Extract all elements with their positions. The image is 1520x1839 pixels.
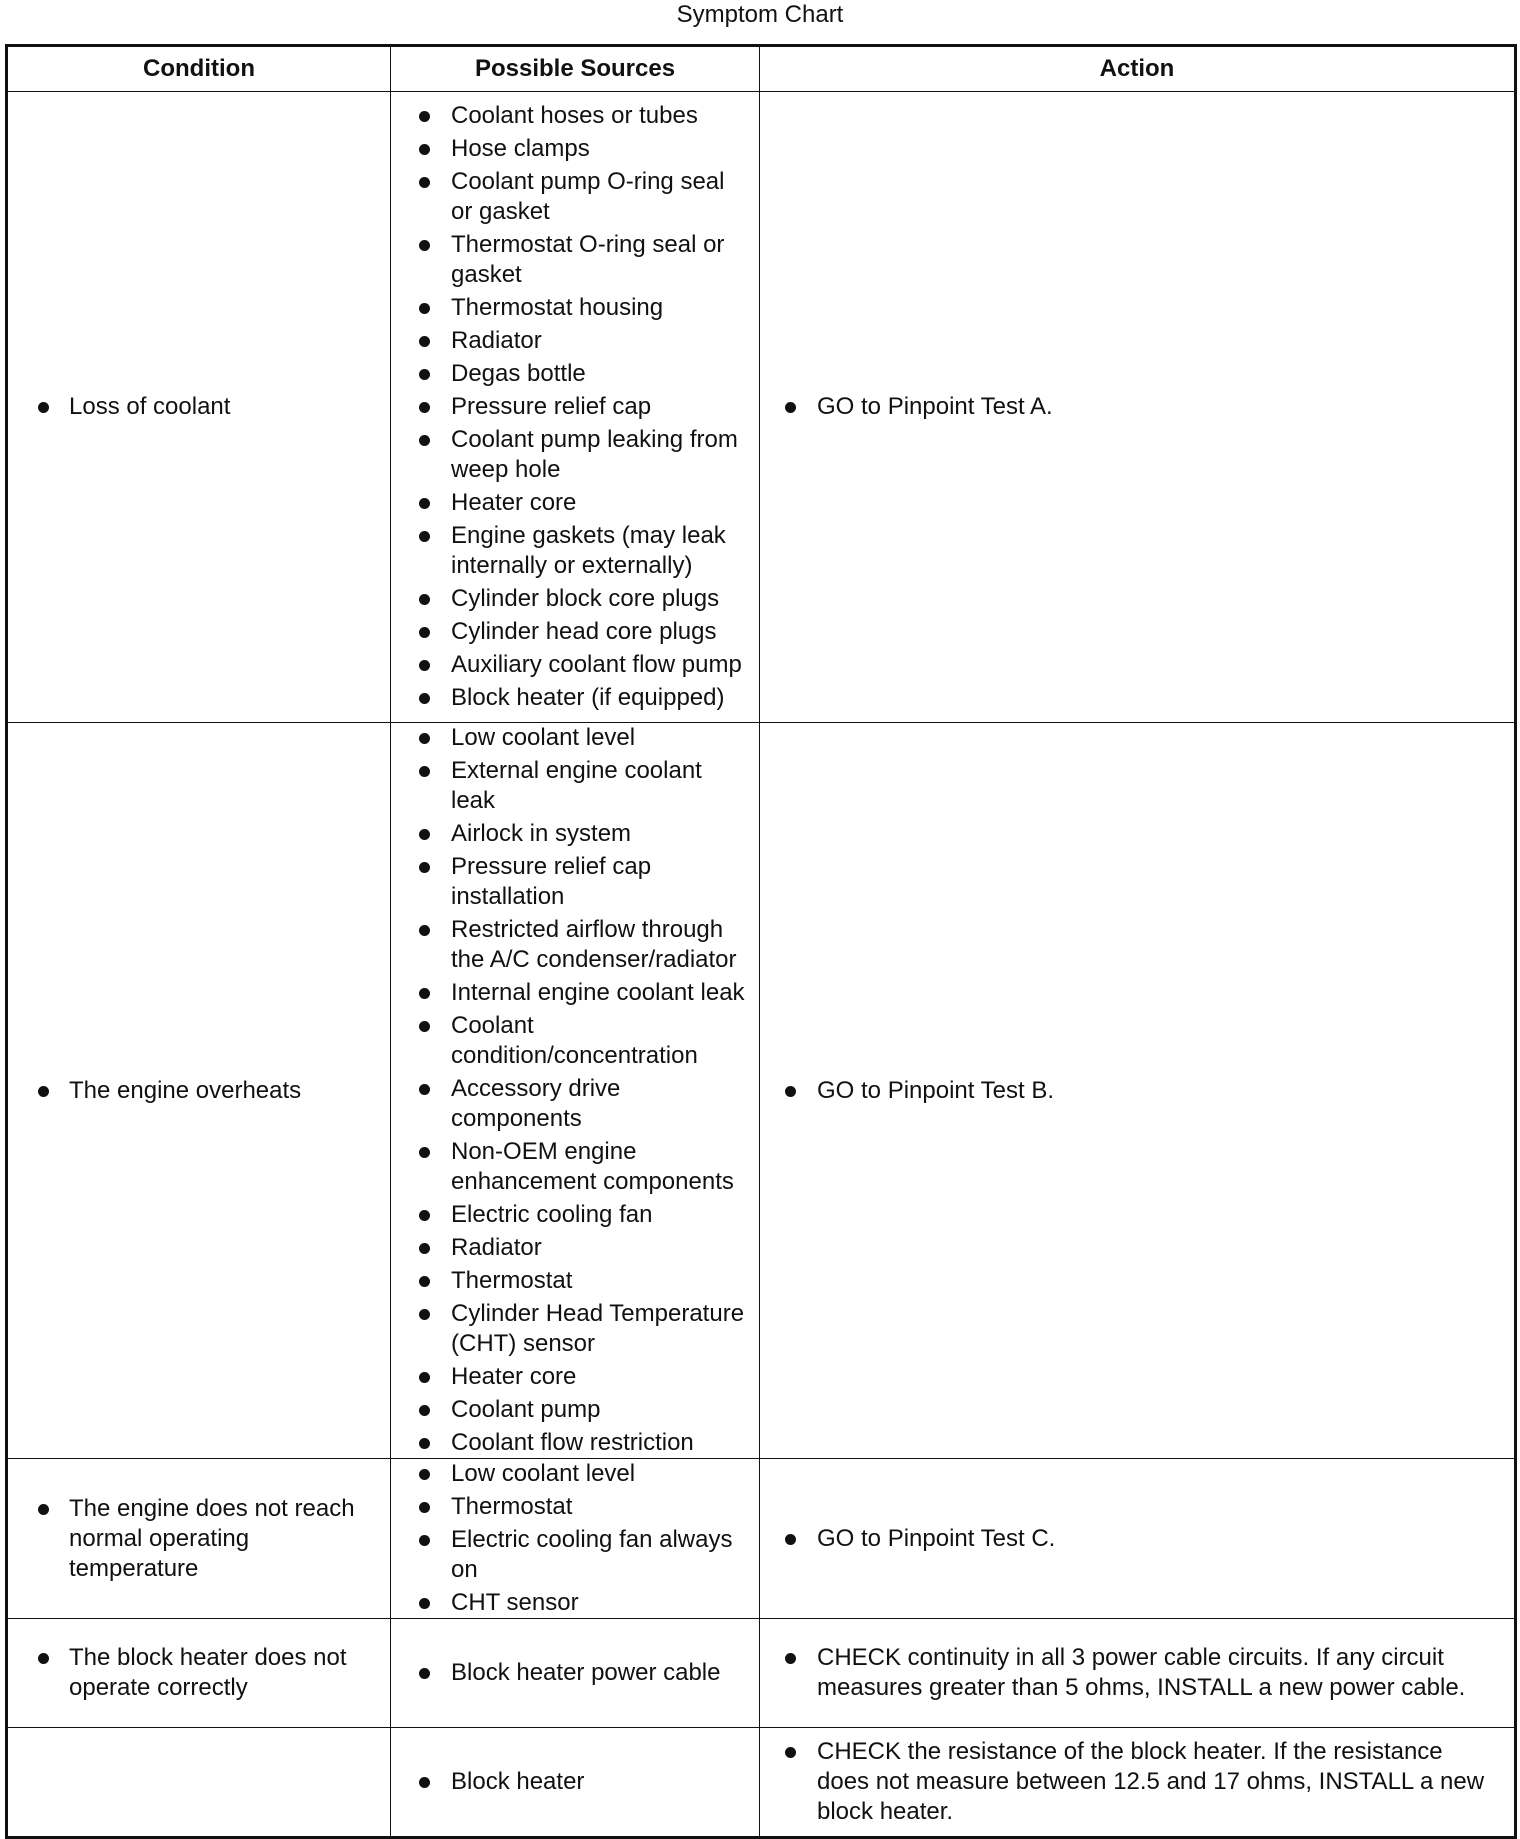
action-cell (760, 723, 1516, 1459)
source-item: Hose clamps (419, 134, 751, 164)
source-item: Heater core (419, 1362, 751, 1392)
chart-title: Symptom Chart (676, 1, 844, 28)
bullet-icon (785, 1747, 796, 1758)
bullet-icon (419, 829, 430, 840)
symptom-chart-table (5, 44, 1517, 1839)
header-possible-sources: Possible Sources (391, 46, 760, 92)
header-action: Action (760, 46, 1516, 92)
source-item: Thermostat housing (419, 293, 751, 323)
source-item: Thermostat O-ring seal or gasket (419, 230, 751, 290)
action-cell (760, 92, 1516, 723)
source-item: Restricted airflow through the A/C condenser/radiator (419, 915, 751, 975)
source-item: Degas bottle (419, 359, 751, 389)
source-item: Electric cooling fan (419, 1200, 751, 1230)
sources-cell (391, 1459, 760, 1619)
bullet-icon (419, 1777, 430, 1788)
sources-cell (391, 723, 760, 1459)
bullet-icon (419, 988, 430, 999)
source-item: Coolant condition/concentration (419, 1011, 751, 1071)
source-item: Block heater power cable (419, 1658, 751, 1688)
bullet-icon (419, 177, 430, 188)
source-item: Airlock in system (419, 819, 751, 849)
header-row (7, 46, 1516, 92)
source-item: Thermostat (419, 1266, 751, 1296)
condition-cell (7, 92, 391, 723)
bullet-icon (419, 594, 430, 605)
bullet-icon (785, 1653, 796, 1664)
bullet-icon (419, 1309, 430, 1320)
bullet-icon (419, 1405, 430, 1416)
bullet-icon (419, 693, 430, 704)
bullet-icon (419, 531, 430, 542)
header-condition: Condition (7, 46, 391, 92)
source-item: Heater core (419, 488, 751, 518)
bullet-icon (419, 925, 430, 936)
source-item: Pressure relief cap installation (419, 852, 751, 912)
source-item: Internal engine coolant leak (419, 978, 751, 1008)
table-row (7, 723, 1516, 1459)
source-item: Radiator (419, 326, 751, 356)
bullet-icon (419, 111, 430, 122)
bullet-icon (419, 303, 430, 314)
condition-cell (7, 1459, 391, 1619)
bullet-icon (419, 369, 430, 380)
source-item: Coolant pump (419, 1395, 751, 1425)
bullet-icon (419, 1276, 430, 1287)
source-item: Coolant flow restriction (419, 1428, 751, 1458)
condition-item: The engine overheats (38, 1076, 380, 1106)
action-cell (760, 1728, 1516, 1838)
source-item: Accessory drive components (419, 1074, 751, 1134)
sources-cell (391, 1619, 760, 1728)
source-item: Cylinder head core plugs (419, 617, 751, 647)
condition-cell (7, 723, 391, 1459)
bullet-icon (419, 1084, 430, 1095)
source-item: Cylinder block core plugs (419, 584, 751, 614)
bullet-icon (419, 862, 430, 873)
bullet-icon (419, 240, 430, 251)
condition-item: The engine does not reach normal operating temperature (38, 1494, 380, 1584)
bullet-icon (785, 1086, 796, 1097)
table-row (7, 92, 1516, 723)
bullet-icon (419, 1210, 430, 1221)
condition-cell (7, 1728, 391, 1838)
table-row (7, 1619, 1516, 1728)
source-item: Coolant pump leaking from weep hole (419, 425, 751, 485)
action-item: CHECK continuity in all 3 power cable circuits. If any circuit measures greater than 5 ohms, INSTALL a new power cable. (785, 1643, 1498, 1703)
bullet-icon (419, 660, 430, 671)
bullet-icon (785, 1534, 796, 1545)
action-cell (760, 1459, 1516, 1619)
source-item: Non-OEM engine enhancement components (419, 1137, 751, 1197)
bullet-icon (38, 402, 49, 413)
bullet-icon (419, 1668, 430, 1679)
bullet-icon (419, 498, 430, 509)
sources-cell (391, 92, 760, 723)
source-item: Thermostat (419, 1492, 751, 1522)
bullet-icon (419, 1147, 430, 1158)
table-row (7, 1728, 1516, 1838)
source-item: Coolant hoses or tubes (419, 101, 751, 131)
source-item: Engine gaskets (may leak internally or externally) (419, 521, 751, 581)
action-item: CHECK the resistance of the block heater. If the resistance does not measure between 12.5 and 17 ohms, INSTALL a new block heater. (785, 1737, 1498, 1827)
source-item: Electric cooling fan always on (419, 1525, 751, 1585)
bullet-icon (419, 1438, 430, 1449)
source-item: CHT sensor (419, 1588, 751, 1618)
source-item: Low coolant level (419, 1459, 751, 1489)
source-item: Low coolant level (419, 723, 751, 753)
bullet-icon (419, 435, 430, 446)
bullet-icon (419, 766, 430, 777)
bullet-icon (785, 402, 796, 413)
source-item: Block heater (419, 1767, 751, 1797)
bullet-icon (419, 336, 430, 347)
bullet-icon (419, 1502, 430, 1513)
bullet-icon (419, 733, 430, 744)
action-item: GO to Pinpoint Test B. (785, 1076, 1498, 1106)
source-item: External engine coolant leak (419, 756, 751, 816)
source-item: Cylinder Head Temperature (CHT) sensor (419, 1299, 751, 1359)
action-item: GO to Pinpoint Test C. (785, 1524, 1498, 1554)
action-item: GO to Pinpoint Test A. (785, 392, 1498, 422)
bullet-icon (38, 1504, 49, 1515)
bullet-icon (419, 1535, 430, 1546)
bullet-icon (419, 627, 430, 638)
bullet-icon (419, 144, 430, 155)
condition-item: Loss of coolant (38, 392, 380, 422)
action-cell (760, 1619, 1516, 1728)
bullet-icon (419, 1372, 430, 1383)
bullet-icon (419, 1598, 430, 1609)
bullet-icon (419, 1021, 430, 1032)
source-item: Block heater (if equipped) (419, 683, 751, 713)
bullet-icon (419, 1469, 430, 1480)
table-row (7, 1459, 1516, 1619)
source-item: Coolant pump O-ring seal or gasket (419, 167, 751, 227)
bullet-icon (38, 1653, 49, 1664)
sources-cell (391, 1728, 760, 1838)
source-item: Radiator (419, 1233, 751, 1263)
source-item: Pressure relief cap (419, 392, 751, 422)
source-item: Auxiliary coolant flow pump (419, 650, 751, 680)
condition-cell (7, 1619, 391, 1728)
bullet-icon (38, 1086, 49, 1097)
condition-item: The block heater does not operate correctly (38, 1643, 380, 1703)
bullet-icon (419, 1243, 430, 1254)
bullet-icon (419, 402, 430, 413)
